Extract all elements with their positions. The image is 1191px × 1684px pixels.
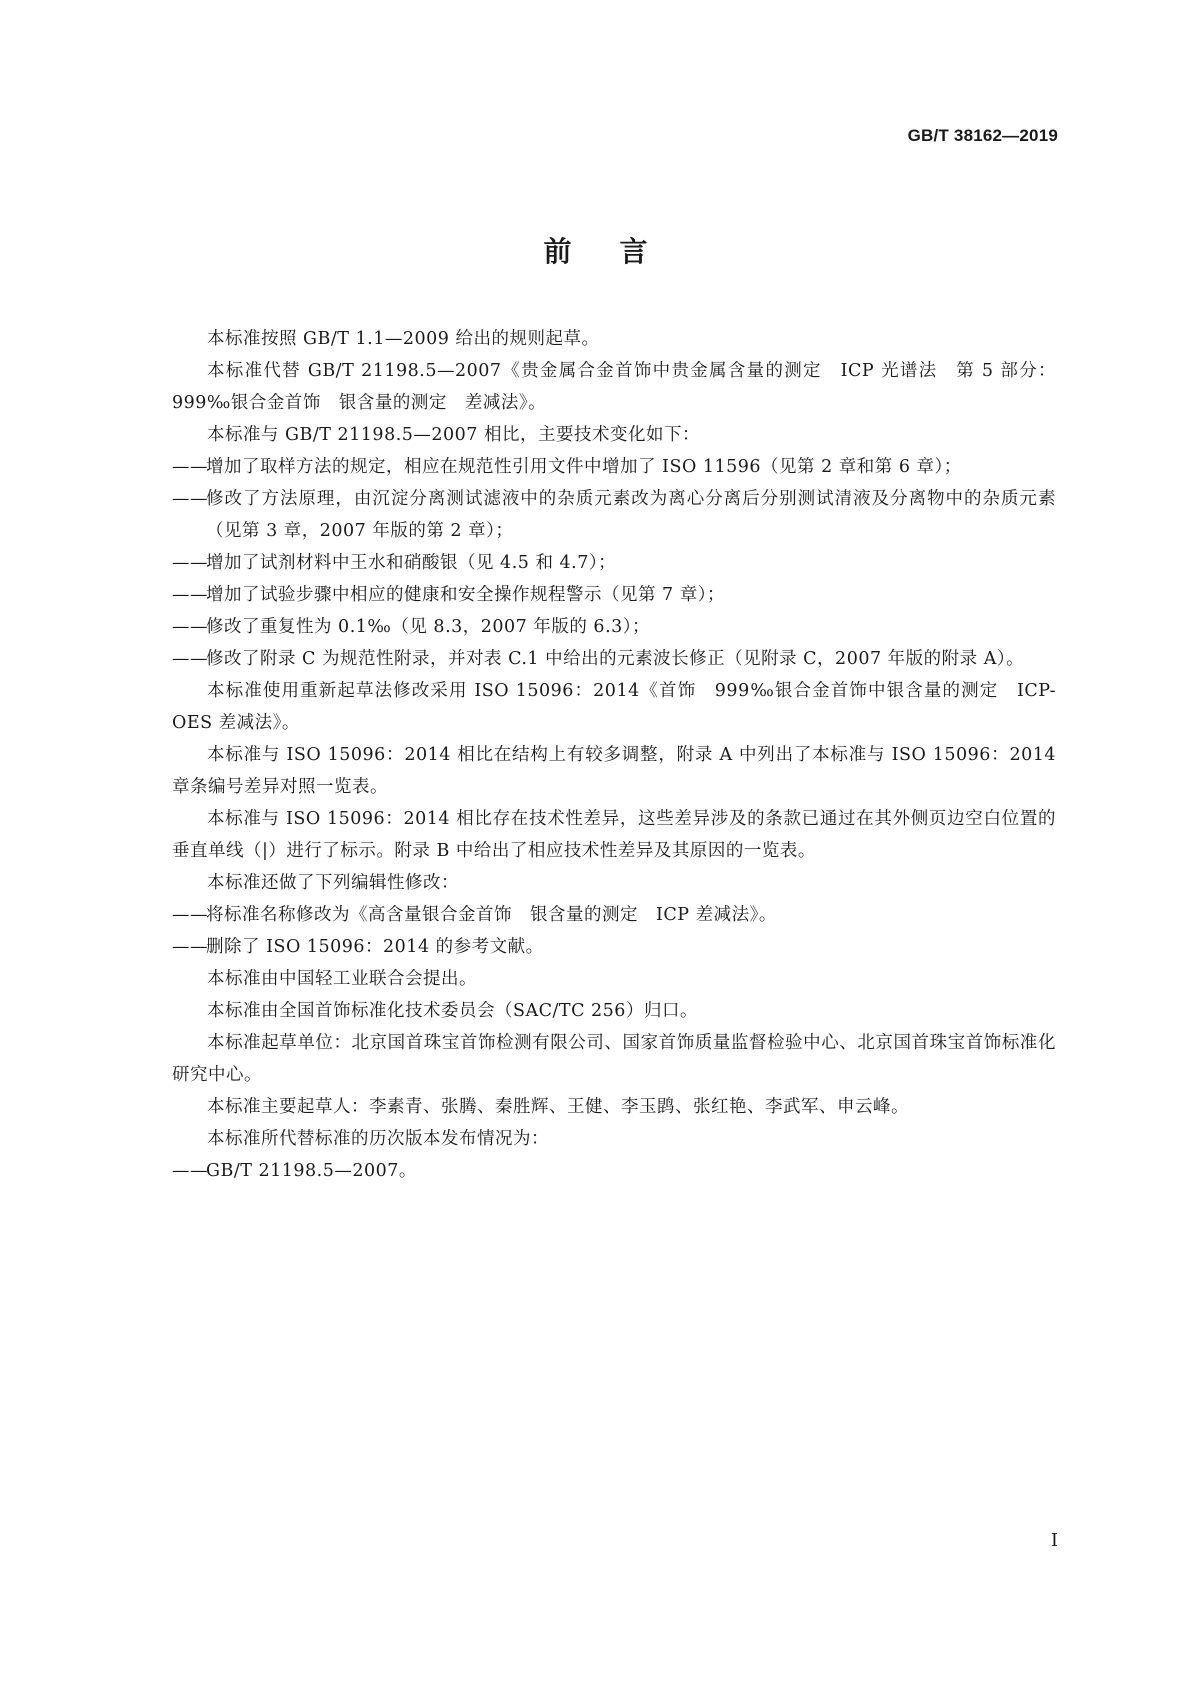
page-title: 前言: [543, 235, 696, 268]
list-item: [172, 579, 1056, 611]
dash-marker: ——: [172, 905, 208, 925]
list-item: [172, 1155, 1056, 1187]
dash-marker: ——: [172, 457, 208, 477]
dash-marker: ——: [172, 585, 208, 605]
dash-marker: ——: [172, 1161, 208, 1181]
paragraph-history-intro: 本标准所代替标准的历次版本发布情况为：: [207, 1129, 549, 1149]
list-item-text: GB/T 21198.5—2007。: [206, 1161, 417, 1181]
list-item-text: 将标准名称修改为《高含量银合金首饰 银含量的测定 ICP 差减法》。: [206, 905, 777, 925]
dash-marker: ——: [172, 617, 208, 637]
list-item-text: 删除了 ISO 15096：2014 的参考文献。: [206, 937, 544, 957]
paragraph-editorial-intro: 本标准还做了下列编辑性修改：: [207, 873, 459, 893]
paragraph-replaces: 本标准代替 GB/T 21198.5—2007《贵金属合金首饰中贵金属含量的测定 ICP 光谱法 第 5 部分：999‰银合金首饰 银含量的测定 差减法》。: [172, 361, 1056, 413]
list-item: [172, 451, 1056, 483]
dash-marker: ——: [172, 937, 208, 957]
list-item-text: 修改了附录 C 为规范性附录，并对表 C.1 中给出的元素波长修正（见附录 C，2007 年版的附录 A）。: [206, 649, 1025, 669]
foreword-body: [172, 323, 1056, 1187]
list-item: [172, 483, 1056, 547]
paragraph-changes-intro: 本标准与 GB/T 21198.5—2007 相比，主要技术变化如下：: [207, 425, 700, 445]
paragraph-drafting-units: 本标准起草单位：北京国首珠宝首饰检测有限公司、国家首饰质量监督检验中心、北京国首珠宝首饰标准化研究中心。: [172, 1033, 1056, 1085]
list-item: [172, 931, 1056, 963]
paragraph-proposer: 本标准由中国轻工业联合会提出。: [207, 969, 477, 989]
list-item: [172, 643, 1056, 675]
paragraph-committee: 本标准由全国首饰标准化技术委员会（SAC/TC 256）归口。: [207, 1001, 698, 1021]
paragraph-adoption: 本标准使用重新起草法修改采用 ISO 15096：2014《首饰 999‰银合金首饰中银含量的测定 ICP-OES 差减法》。: [172, 681, 1056, 733]
list-item-text: 增加了取样方法的规定，相应在规范性引用文件中增加了 ISO 11596（见第 2 章和第 6 章）；: [206, 457, 962, 477]
page-number: I: [1050, 1530, 1058, 1551]
list-item-text: 增加了试剂材料中王水和硝酸银（见 4.5 和 4.7）；: [206, 553, 617, 573]
list-item-text: 修改了重复性为 0.1‰（见 8.3，2007 年版的 6.3）；: [206, 617, 651, 637]
list-item-text: 修改了方法原理，由沉淀分离测试滤液中的杂质元素改为离心分离后分别测试清液及分离物中的杂质元素（见第 3 章，2007 年版的第 2 章）；: [206, 489, 1056, 541]
dash-marker: ——: [172, 649, 208, 669]
list-item: [172, 899, 1056, 931]
paragraph-structure-difference: 本标准与 ISO 15096：2014 相比在结构上有较多调整，附录 A 中列出了本标准与 ISO 15096：2014 章条编号差异对照一览表。: [172, 745, 1056, 797]
list-item: [172, 611, 1056, 643]
standard-code: GB/T 38162—2019: [907, 126, 1058, 145]
paragraph-technical-difference: 本标准与 ISO 15096：2014 相比存在技术性差异，这些差异涉及的条款已通过在其外侧页边空白位置的垂直单线（|）进行了标示。附录 B 中给出了相应技术性差异及其原因的一览表。: [172, 809, 1056, 861]
list-item: [172, 547, 1056, 579]
paragraph-drafters: 本标准主要起草人：李素青、张腾、秦胜辉、王健、李玉鹍、张红艳、李武军、申云峰。: [207, 1097, 909, 1117]
dash-marker: ——: [172, 489, 208, 509]
list-item-text: 增加了试验步骤中相应的健康和安全操作规程警示（见第 7 章）；: [206, 585, 726, 605]
paragraph-drafting-rules: 本标准按照 GB/T 1.1—2009 给出的规则起草。: [207, 329, 600, 349]
dash-marker: ——: [172, 553, 208, 573]
